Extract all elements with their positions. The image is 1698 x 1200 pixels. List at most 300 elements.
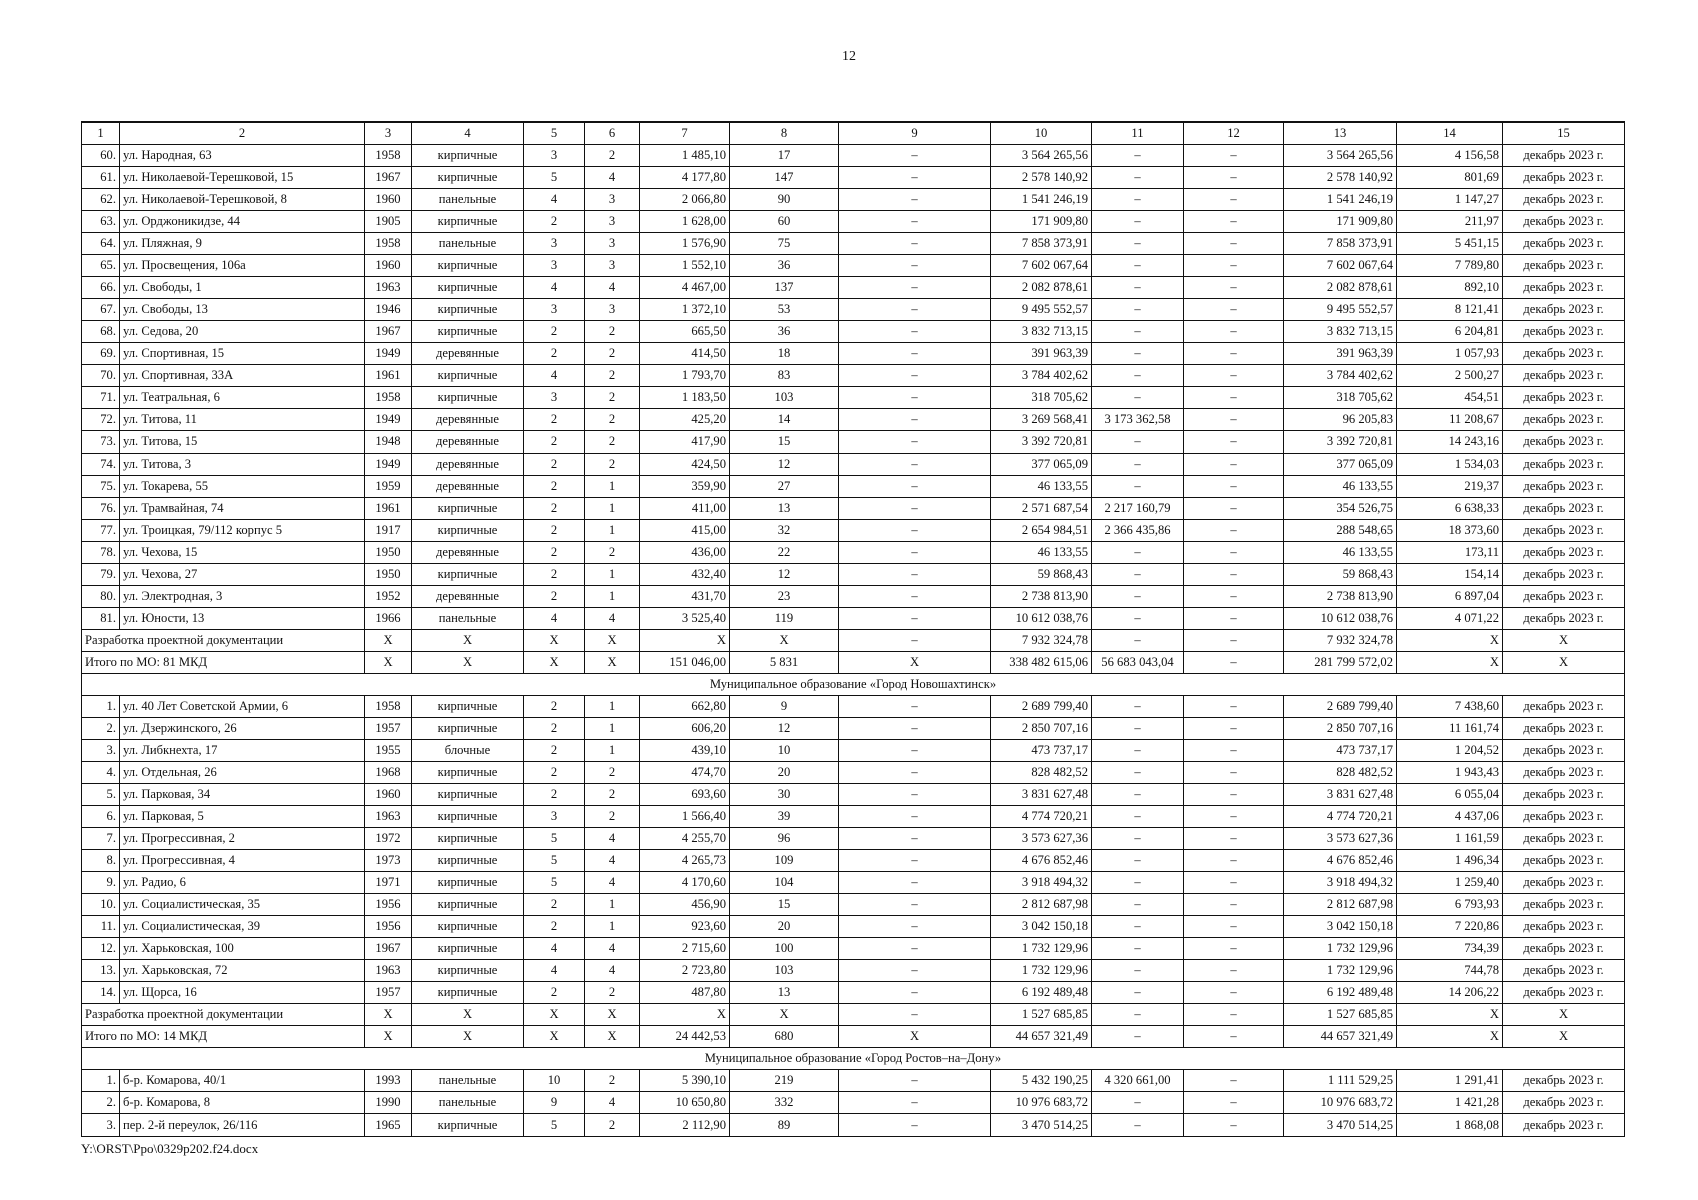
table-cell: кирпичные <box>412 211 524 233</box>
table-cell: 2 578 140,92 <box>991 167 1092 189</box>
table-cell: 67. <box>82 299 120 321</box>
table-cell: 4. <box>82 761 120 783</box>
table-cell: декабрь 2023 г. <box>1503 828 1625 850</box>
table-cell: 1 <box>585 475 640 497</box>
table-cell: – <box>1092 211 1184 233</box>
table-cell: 3 918 494,32 <box>1284 872 1397 894</box>
table-cell: 4 <box>585 872 640 894</box>
table-cell: – <box>839 806 991 828</box>
table-cell: 2 <box>524 982 585 1004</box>
table-cell: – <box>1092 189 1184 211</box>
table-cell: декабрь 2023 г. <box>1503 761 1625 783</box>
table-cell: 1 534,03 <box>1397 453 1503 475</box>
table-cell: декабрь 2023 г. <box>1503 850 1625 872</box>
table-cell: деревянные <box>412 585 524 607</box>
table-cell: – <box>1092 343 1184 365</box>
table-cell: ул. Прогрессивная, 2 <box>120 828 365 850</box>
table-cell: 1 291,41 <box>1397 1070 1503 1092</box>
table-cell: 2 <box>524 343 585 365</box>
table-cell: 2 689 799,40 <box>991 695 1092 717</box>
table-cell: – <box>1092 806 1184 828</box>
table-cell: 606,20 <box>640 717 730 739</box>
table-cell: 2 366 435,86 <box>1092 519 1184 541</box>
table-cell: X <box>365 629 412 651</box>
table-cell: 14 243,16 <box>1397 431 1503 453</box>
table-cell: декабрь 2023 г. <box>1503 806 1625 828</box>
table-cell: 137 <box>730 277 839 299</box>
table-cell: 1 161,59 <box>1397 828 1503 850</box>
table-cell: 1958 <box>365 387 412 409</box>
column-number-cell: 9 <box>839 122 991 145</box>
table-cell: 2 812 687,98 <box>991 894 1092 916</box>
table-cell: – <box>839 894 991 916</box>
table-cell: 7 602 067,64 <box>1284 255 1397 277</box>
table-cell: декабрь 2023 г. <box>1503 872 1625 894</box>
table-cell: 1 527 685,85 <box>1284 1004 1397 1026</box>
table-cell: 1 527 685,85 <box>991 1004 1092 1026</box>
table-cell: ул. Социалистическая, 39 <box>120 916 365 938</box>
table-cell: – <box>1092 145 1184 167</box>
table-cell: 1961 <box>365 497 412 519</box>
table-cell: 1 <box>585 563 640 585</box>
table-cell: 2 738 813,90 <box>1284 585 1397 607</box>
table-cell: Разработка проектной документации <box>82 629 365 651</box>
table-cell: ул. Свободы, 13 <box>120 299 365 321</box>
table-cell: 1948 <box>365 431 412 453</box>
table-cell: 15 <box>730 431 839 453</box>
table-cell: 693,60 <box>640 783 730 805</box>
table-cell: 2 <box>524 916 585 938</box>
table-cell: 12 <box>730 563 839 585</box>
column-number-cell: 7 <box>640 122 730 145</box>
table-cell: декабрь 2023 г. <box>1503 717 1625 739</box>
table-cell: 1 732 129,96 <box>1284 960 1397 982</box>
table-cell: 2 <box>524 409 585 431</box>
table-row <box>82 409 1625 431</box>
table-cell: 173,11 <box>1397 541 1503 563</box>
table-cell: – <box>839 695 991 717</box>
table-cell: 680 <box>730 1026 839 1048</box>
table-cell: 2 850 707,16 <box>1284 717 1397 739</box>
table-cell: 3 <box>585 211 640 233</box>
table-cell: – <box>839 850 991 872</box>
table-cell: декабрь 2023 г. <box>1503 321 1625 343</box>
table-cell: 1 496,34 <box>1397 850 1503 872</box>
table-cell: 2 <box>524 431 585 453</box>
table-cell: X <box>640 629 730 651</box>
table-cell: 3 564 265,56 <box>991 145 1092 167</box>
table-cell: – <box>839 1114 991 1137</box>
table-cell: кирпичные <box>412 497 524 519</box>
table-cell: – <box>1092 850 1184 872</box>
table-cell: 4 <box>585 1092 640 1114</box>
table-cell: 76. <box>82 497 120 519</box>
table-cell: 32 <box>730 519 839 541</box>
table-row <box>82 1114 1625 1137</box>
table-row <box>82 850 1625 872</box>
table-cell: 338 482 615,06 <box>991 651 1092 673</box>
table-cell: 2 850 707,16 <box>991 717 1092 739</box>
table-cell: X <box>1503 1026 1625 1048</box>
table-cell: ул. Дзержинского, 26 <box>120 717 365 739</box>
table-cell: ул. Электродная, 3 <box>120 585 365 607</box>
table-cell: – <box>1092 1026 1184 1048</box>
table-cell: деревянные <box>412 343 524 365</box>
table-cell: ул. Чехова, 27 <box>120 563 365 585</box>
table-cell: 3 <box>524 145 585 167</box>
table-cell: 61. <box>82 167 120 189</box>
table-cell: – <box>1092 431 1184 453</box>
table-cell: 473 737,17 <box>1284 739 1397 761</box>
table-cell: 24 442,53 <box>640 1026 730 1048</box>
table-cell: 3 <box>524 233 585 255</box>
table-cell: ул. Титова, 3 <box>120 453 365 475</box>
table-cell: – <box>839 145 991 167</box>
table-cell: ул. Троицкая, 79/112 корпус 5 <box>120 519 365 541</box>
table-cell: 46 133,55 <box>991 541 1092 563</box>
table-cell: 1949 <box>365 343 412 365</box>
table-cell: – <box>1092 938 1184 960</box>
table-cell: X <box>1397 651 1503 673</box>
table-cell: 281 799 572,02 <box>1284 651 1397 673</box>
page-number: 12 <box>842 49 856 64</box>
column-number-cell: 14 <box>1397 122 1503 145</box>
table-cell: – <box>839 761 991 783</box>
table-cell: б-р. Комарова, 8 <box>120 1092 365 1114</box>
table-cell: 2 <box>585 387 640 409</box>
table-cell: – <box>1184 277 1284 299</box>
table-cell: 1966 <box>365 607 412 629</box>
table-cell: декабрь 2023 г. <box>1503 255 1625 277</box>
table-cell: 154,14 <box>1397 563 1503 585</box>
table-cell: 474,70 <box>640 761 730 783</box>
table-cell: 7 858 373,91 <box>991 233 1092 255</box>
table-cell: 454,51 <box>1397 387 1503 409</box>
table-cell: 2 <box>585 365 640 387</box>
table-cell: 487,80 <box>640 982 730 1004</box>
table-cell: 64. <box>82 233 120 255</box>
table-cell: – <box>839 321 991 343</box>
table-cell: декабрь 2023 г. <box>1503 563 1625 585</box>
table-cell: – <box>839 299 991 321</box>
table-cell: 46 133,55 <box>1284 541 1397 563</box>
table-cell: – <box>839 872 991 894</box>
column-number-cell: 3 <box>365 122 412 145</box>
table-cell: 8. <box>82 850 120 872</box>
table-cell: X <box>1503 629 1625 651</box>
table-cell: 27 <box>730 475 839 497</box>
table-cell: 1 421,28 <box>1397 1092 1503 1114</box>
table-cell: – <box>839 563 991 585</box>
table-cell: – <box>1184 1004 1284 1026</box>
table-cell: 1972 <box>365 828 412 850</box>
table-cell: 1958 <box>365 145 412 167</box>
table-cell: – <box>1184 541 1284 563</box>
table-cell: 923,60 <box>640 916 730 938</box>
table-row <box>82 982 1625 1004</box>
table-cell: декабрь 2023 г. <box>1503 211 1625 233</box>
table-cell: 10 612 038,76 <box>1284 607 1397 629</box>
table-cell: 4 <box>585 960 640 982</box>
table-cell: 2 578 140,92 <box>1284 167 1397 189</box>
table-row <box>82 519 1625 541</box>
table-cell: – <box>1184 960 1284 982</box>
table-cell: – <box>839 541 991 563</box>
table-cell: X <box>839 651 991 673</box>
table-cell: 10 976 683,72 <box>1284 1092 1397 1114</box>
table-cell: X <box>524 629 585 651</box>
column-number-cell: 4 <box>412 122 524 145</box>
table-cell: Итого по МО: 81 МКД <box>82 651 365 673</box>
table-cell: 4 170,60 <box>640 872 730 894</box>
table-cell: – <box>1184 1092 1284 1114</box>
table-cell: 219 <box>730 1070 839 1092</box>
table-cell: 1960 <box>365 255 412 277</box>
column-number-row <box>82 122 1625 145</box>
table-cell: – <box>1184 167 1284 189</box>
table-cell: 1963 <box>365 806 412 828</box>
table-cell: – <box>1184 607 1284 629</box>
table-cell: – <box>839 629 991 651</box>
table-cell: – <box>1092 717 1184 739</box>
table-cell: – <box>1184 828 1284 850</box>
table-cell: декабрь 2023 г. <box>1503 894 1625 916</box>
table-cell: 211,97 <box>1397 211 1503 233</box>
table-cell: 4 774 720,21 <box>1284 806 1397 828</box>
table-cell: 391 963,39 <box>991 343 1092 365</box>
table-cell: кирпичные <box>412 783 524 805</box>
table-cell: ул. Либкнехта, 17 <box>120 739 365 761</box>
housing-register-table <box>81 121 1625 1137</box>
table-cell: 414,50 <box>640 343 730 365</box>
table-cell: 1 485,10 <box>640 145 730 167</box>
table-cell: 1956 <box>365 916 412 938</box>
table-cell: – <box>1092 872 1184 894</box>
table-cell: – <box>839 431 991 453</box>
table-cell: – <box>1092 783 1184 805</box>
table-cell: 1 628,00 <box>640 211 730 233</box>
table-cell: ул. Титова, 11 <box>120 409 365 431</box>
table-cell: 3 <box>585 299 640 321</box>
table-cell: 3 564 265,56 <box>1284 145 1397 167</box>
table-cell: 7 932 324,78 <box>1284 629 1397 651</box>
table-cell: 377 065,09 <box>991 453 1092 475</box>
table-cell: 10 976 683,72 <box>991 1092 1092 1114</box>
table-cell: 2 <box>585 761 640 783</box>
table-cell: X <box>730 1004 839 1026</box>
table-cell: 1949 <box>365 453 412 475</box>
table-cell: декабрь 2023 г. <box>1503 299 1625 321</box>
table-cell: кирпичные <box>412 894 524 916</box>
table-cell: 288 548,65 <box>1284 519 1397 541</box>
table-cell: – <box>1184 387 1284 409</box>
table-cell: ул. Прогрессивная, 4 <box>120 850 365 872</box>
table-cell: декабрь 2023 г. <box>1503 739 1625 761</box>
table-cell: ул. Парковая, 5 <box>120 806 365 828</box>
table-cell: 6 204,81 <box>1397 321 1503 343</box>
table-cell: ул. Социалистическая, 35 <box>120 894 365 916</box>
table-cell: 4 071,22 <box>1397 607 1503 629</box>
footer-file-path: Y:\ORST\Ppo\0329p202.f24.docx <box>81 1141 259 1156</box>
table-cell: кирпичные <box>412 761 524 783</box>
table-row <box>82 563 1625 585</box>
table-cell: – <box>1092 277 1184 299</box>
table-cell: – <box>1184 343 1284 365</box>
table-cell: 20 <box>730 916 839 938</box>
table-cell: декабрь 2023 г. <box>1503 475 1625 497</box>
table-cell: 2 723,80 <box>640 960 730 982</box>
table-cell: 3 392 720,81 <box>1284 431 1397 453</box>
table-row <box>82 806 1625 828</box>
table-cell: – <box>1092 299 1184 321</box>
table-cell: – <box>1092 629 1184 651</box>
table-cell: 2 <box>524 321 585 343</box>
table-cell: 109 <box>730 850 839 872</box>
table-cell: 3 573 627,36 <box>1284 828 1397 850</box>
column-number-cell: 13 <box>1284 122 1397 145</box>
table-cell: – <box>839 1004 991 1026</box>
table-cell: декабрь 2023 г. <box>1503 916 1625 938</box>
table-cell: 4 <box>585 167 640 189</box>
table-cell: – <box>839 519 991 541</box>
table-cell: кирпичные <box>412 277 524 299</box>
table-cell: 1957 <box>365 717 412 739</box>
table-cell: декабрь 2023 г. <box>1503 277 1625 299</box>
table-cell: 3. <box>82 1114 120 1137</box>
table-cell: 2 <box>585 806 640 828</box>
table-cell: декабрь 2023 г. <box>1503 497 1625 519</box>
table-cell: 11. <box>82 916 120 938</box>
table-cell: X <box>412 651 524 673</box>
column-number-cell: 10 <box>991 122 1092 145</box>
table-cell: X <box>730 629 839 651</box>
table-cell: 1957 <box>365 982 412 1004</box>
table-cell: 4 676 852,46 <box>1284 850 1397 872</box>
table-cell: 1965 <box>365 1114 412 1137</box>
table-cell: 436,00 <box>640 541 730 563</box>
table-cell: 14. <box>82 982 120 1004</box>
design-docs-row <box>82 629 1625 651</box>
table-cell: 96 <box>730 828 839 850</box>
table-cell: 744,78 <box>1397 960 1503 982</box>
table-cell: 9. <box>82 872 120 894</box>
table-cell: X <box>585 629 640 651</box>
table-cell: 4 <box>524 189 585 211</box>
table-cell: 3 042 150,18 <box>1284 916 1397 938</box>
table-cell: кирпичные <box>412 850 524 872</box>
table-cell: 4 <box>585 607 640 629</box>
table-cell: ул. Отдельная, 26 <box>120 761 365 783</box>
table-cell: 2 <box>585 343 640 365</box>
table-cell: 4 774 720,21 <box>991 806 1092 828</box>
table-cell: 14 <box>730 409 839 431</box>
table-cell: 4 177,80 <box>640 167 730 189</box>
table-cell: 3 831 627,48 <box>991 783 1092 805</box>
table-cell: 1 793,70 <box>640 365 730 387</box>
table-cell: 74. <box>82 453 120 475</box>
table-cell: – <box>839 783 991 805</box>
table-cell: декабрь 2023 г. <box>1503 519 1625 541</box>
table-cell: 7. <box>82 828 120 850</box>
table-cell: – <box>839 409 991 431</box>
section-title-row <box>82 1048 1625 1070</box>
table-row <box>82 321 1625 343</box>
table-cell: – <box>839 1070 991 1092</box>
table-cell: 2 217 160,79 <box>1092 497 1184 519</box>
table-cell: 6 793,93 <box>1397 894 1503 916</box>
table-cell: X <box>640 1004 730 1026</box>
table-cell: 4 676 852,46 <box>991 850 1092 872</box>
table-cell: 2 <box>585 1114 640 1137</box>
table-cell: Итого по МО: 14 МКД <box>82 1026 365 1048</box>
table-cell: 7 789,80 <box>1397 255 1503 277</box>
table-cell: 3 <box>585 233 640 255</box>
table-row <box>82 475 1625 497</box>
table-cell: 5 <box>524 872 585 894</box>
table-cell: ул. Парковая, 34 <box>120 783 365 805</box>
table-cell: 4 <box>524 938 585 960</box>
table-cell: 3 470 514,25 <box>1284 1114 1397 1137</box>
table-cell: 1 <box>585 894 640 916</box>
table-cell: – <box>1092 233 1184 255</box>
table-cell: 5 <box>524 1114 585 1137</box>
table-cell: 3 784 402,62 <box>991 365 1092 387</box>
table-cell: 78. <box>82 541 120 563</box>
table-cell: 3 470 514,25 <box>991 1114 1092 1137</box>
table-cell: панельные <box>412 1070 524 1092</box>
table-cell: X <box>412 629 524 651</box>
table-row <box>82 453 1625 475</box>
table-cell: – <box>1184 1026 1284 1048</box>
table-cell: 81. <box>82 607 120 629</box>
table-cell: 1 <box>585 519 640 541</box>
table-cell: – <box>1092 365 1184 387</box>
column-number-cell: 2 <box>120 122 365 145</box>
table-cell: 12 <box>730 717 839 739</box>
table-row <box>82 343 1625 365</box>
table-cell: 4 <box>585 850 640 872</box>
table-cell: 2 <box>524 761 585 783</box>
table-cell: 13 <box>730 497 839 519</box>
table-cell: – <box>839 277 991 299</box>
table-cell: 2 <box>524 453 585 475</box>
table-cell: – <box>1184 365 1284 387</box>
table-cell: кирпичные <box>412 916 524 938</box>
table-cell: 2 <box>524 717 585 739</box>
table-cell: 2 <box>585 1070 640 1092</box>
table-cell: – <box>1092 1114 1184 1137</box>
table-cell: 2 571 687,54 <box>991 497 1092 519</box>
table-cell: 3 <box>585 189 640 211</box>
table-cell: – <box>1092 453 1184 475</box>
table-cell: кирпичные <box>412 828 524 850</box>
table-cell: 77. <box>82 519 120 541</box>
table-cell: 2 <box>585 783 640 805</box>
table-cell: 1990 <box>365 1092 412 1114</box>
table-cell: 473 737,17 <box>991 739 1092 761</box>
table-cell: 2 <box>585 431 640 453</box>
table-cell: 17 <box>730 145 839 167</box>
table-cell: 1956 <box>365 894 412 916</box>
table-cell: 62. <box>82 189 120 211</box>
table-cell: 2 <box>524 783 585 805</box>
table-cell: 1 732 129,96 <box>991 938 1092 960</box>
table-cell: – <box>1092 761 1184 783</box>
table-cell: 44 657 321,49 <box>1284 1026 1397 1048</box>
table-cell: – <box>1184 651 1284 673</box>
table-cell: X <box>1397 1004 1503 1026</box>
table-cell: б-р. Комарова, 40/1 <box>120 1070 365 1092</box>
